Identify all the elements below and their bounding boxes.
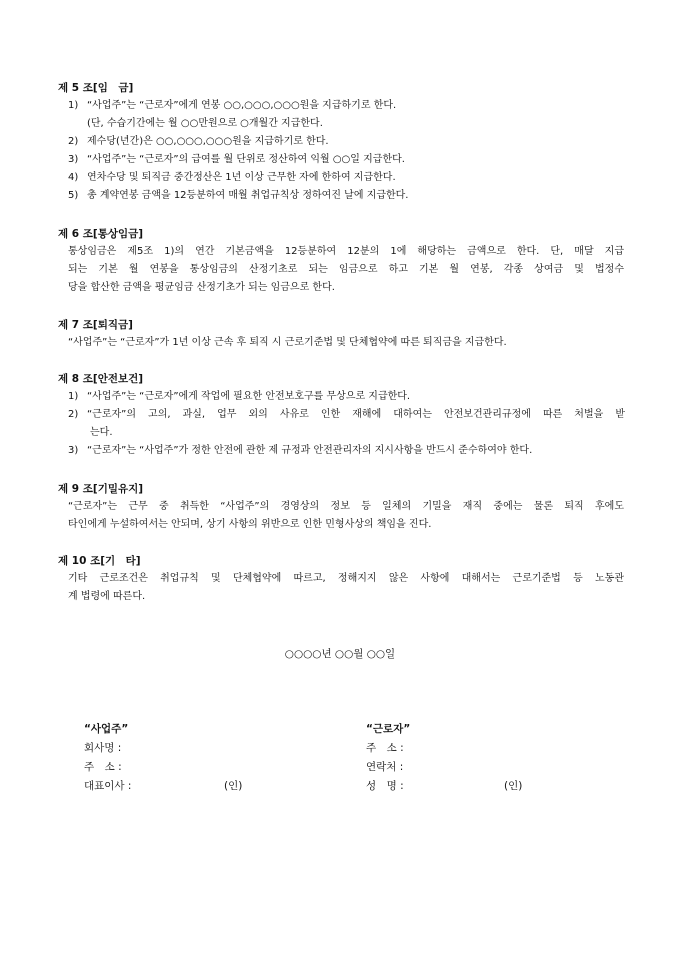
employee-name-label: 성 명 : (366, 780, 404, 792)
paragraph-line: 당을 합산한 금액을 평균임금 산정기초가 되는 임금으로 한다. (68, 282, 335, 293)
article-heading: 제 7 조[퇴직금] (58, 319, 133, 331)
article-heading: 제 10 조[기 타] (58, 555, 141, 567)
employer-ceo-row (84, 777, 284, 796)
employer-seal-mark: (인) (224, 780, 243, 792)
paragraph-line: 계 법령에 따른다. (68, 591, 146, 602)
list-item: 1) “사업주”는 “근로자”에게 연봉 ○○,○○○,○○○원을 지급하기로 한다. (68, 100, 397, 111)
employer-signature-block (84, 720, 284, 796)
paragraph-line: 타인에게 누설하여서는 안되며, 상기 사항의 위반으로 인한 민형사상의 책임을 진다. (68, 519, 432, 530)
list-item: 3) “사업주”는 “근로자”의 급여를 월 단위로 정산하여 익월 ○○일 지급한다. (68, 154, 405, 165)
article-heading: 제 9 조[기밀유지] (58, 483, 144, 495)
list-item: 4) 연차수당 및 퇴직금 중간정산은 1년 이상 근무한 자에 한하여 지급한다. (68, 172, 396, 183)
employer-title: “사업주” (84, 723, 129, 735)
article-heading: 제 5 조[임 금] (58, 82, 134, 94)
employee-name-row (366, 777, 566, 796)
list-item: 2) “근로자”의 고의, 과실, 업무 외의 사유로 인한 재해에 대하여는 안전보건관리규정에 따른 처벌을 받 (68, 409, 625, 420)
employee-title: “근로자” (366, 723, 411, 735)
list-item: 2) 제수당(년간)은 ○○,○○○,○○○원을 지급하기로 한다. (68, 136, 329, 147)
employee-seal-mark: (인) (504, 780, 523, 792)
article-heading: 제 8 조[안전보건] (58, 373, 144, 385)
employee-contact-label: 연락처 : (366, 761, 404, 773)
paragraph-line: 되는 기본 월 연봉을 통상임금의 산정기초로 되는 임금으로 하고 기본 월 연봉, 각종 상여금 및 법정수 (68, 264, 624, 275)
article-10 (58, 552, 628, 606)
contract-date: ○○○○년 ○○월 ○○일 (284, 648, 396, 660)
employee-address-label: 주 소 : (366, 742, 404, 754)
list-item: 3) “근로자”는 “사업주”가 정한 안전에 관한 제 규정과 안전관리자의 지시사항을 반드시 준수하여야 한다. (68, 445, 533, 456)
paragraph-line: “근로자”는 근무 중 취득한 “사업주”의 경영상의 정보 등 일체의 기밀을 재직 중에는 물론 퇴직 후에도 (68, 501, 624, 512)
article-8 (58, 370, 628, 460)
employer-company-label: 회사명 : (84, 742, 122, 754)
article-6 (58, 225, 628, 297)
article-heading: 제 6 조[통상임금] (58, 228, 144, 240)
list-item: 1) “사업주”는 “근로자”에게 작업에 필요한 안전보호구를 무상으로 지급한다. (68, 391, 411, 402)
article-7 (58, 316, 628, 352)
list-item: 는다. (90, 427, 113, 438)
paragraph-line: 기타 근로조건은 취업규칙 및 단체협약에 따르고, 정해지지 않은 사항에 대해서는 근로기준법 등 노동관 (68, 573, 624, 584)
article-5 (58, 79, 628, 205)
employee-signature-block (366, 720, 566, 796)
paragraph-line: 통상임금은 제5조 1)의 연간 기본금액을 12등분하여 12분의 1에 해당하는 금액으로 한다. 단, 매달 지급 (68, 246, 624, 257)
list-item: (단, 수습기간에는 월 ○○만원으로 ○개월간 지급한다. (87, 118, 323, 129)
list-item: 5) 총 계약연봉 금액을 12등분하여 매월 취업규칙상 정하여진 날에 지급한다. (68, 190, 409, 201)
employer-address-label: 주 소 : (84, 761, 122, 773)
paragraph-line: “사업주”는 “근로자”가 1년 이상 근속 후 퇴직 시 근로기준법 및 단체협약에 따른 퇴직금을 지급한다. (68, 337, 507, 348)
employer-ceo-label: 대표이사 : (84, 780, 132, 792)
article-9 (58, 480, 628, 534)
